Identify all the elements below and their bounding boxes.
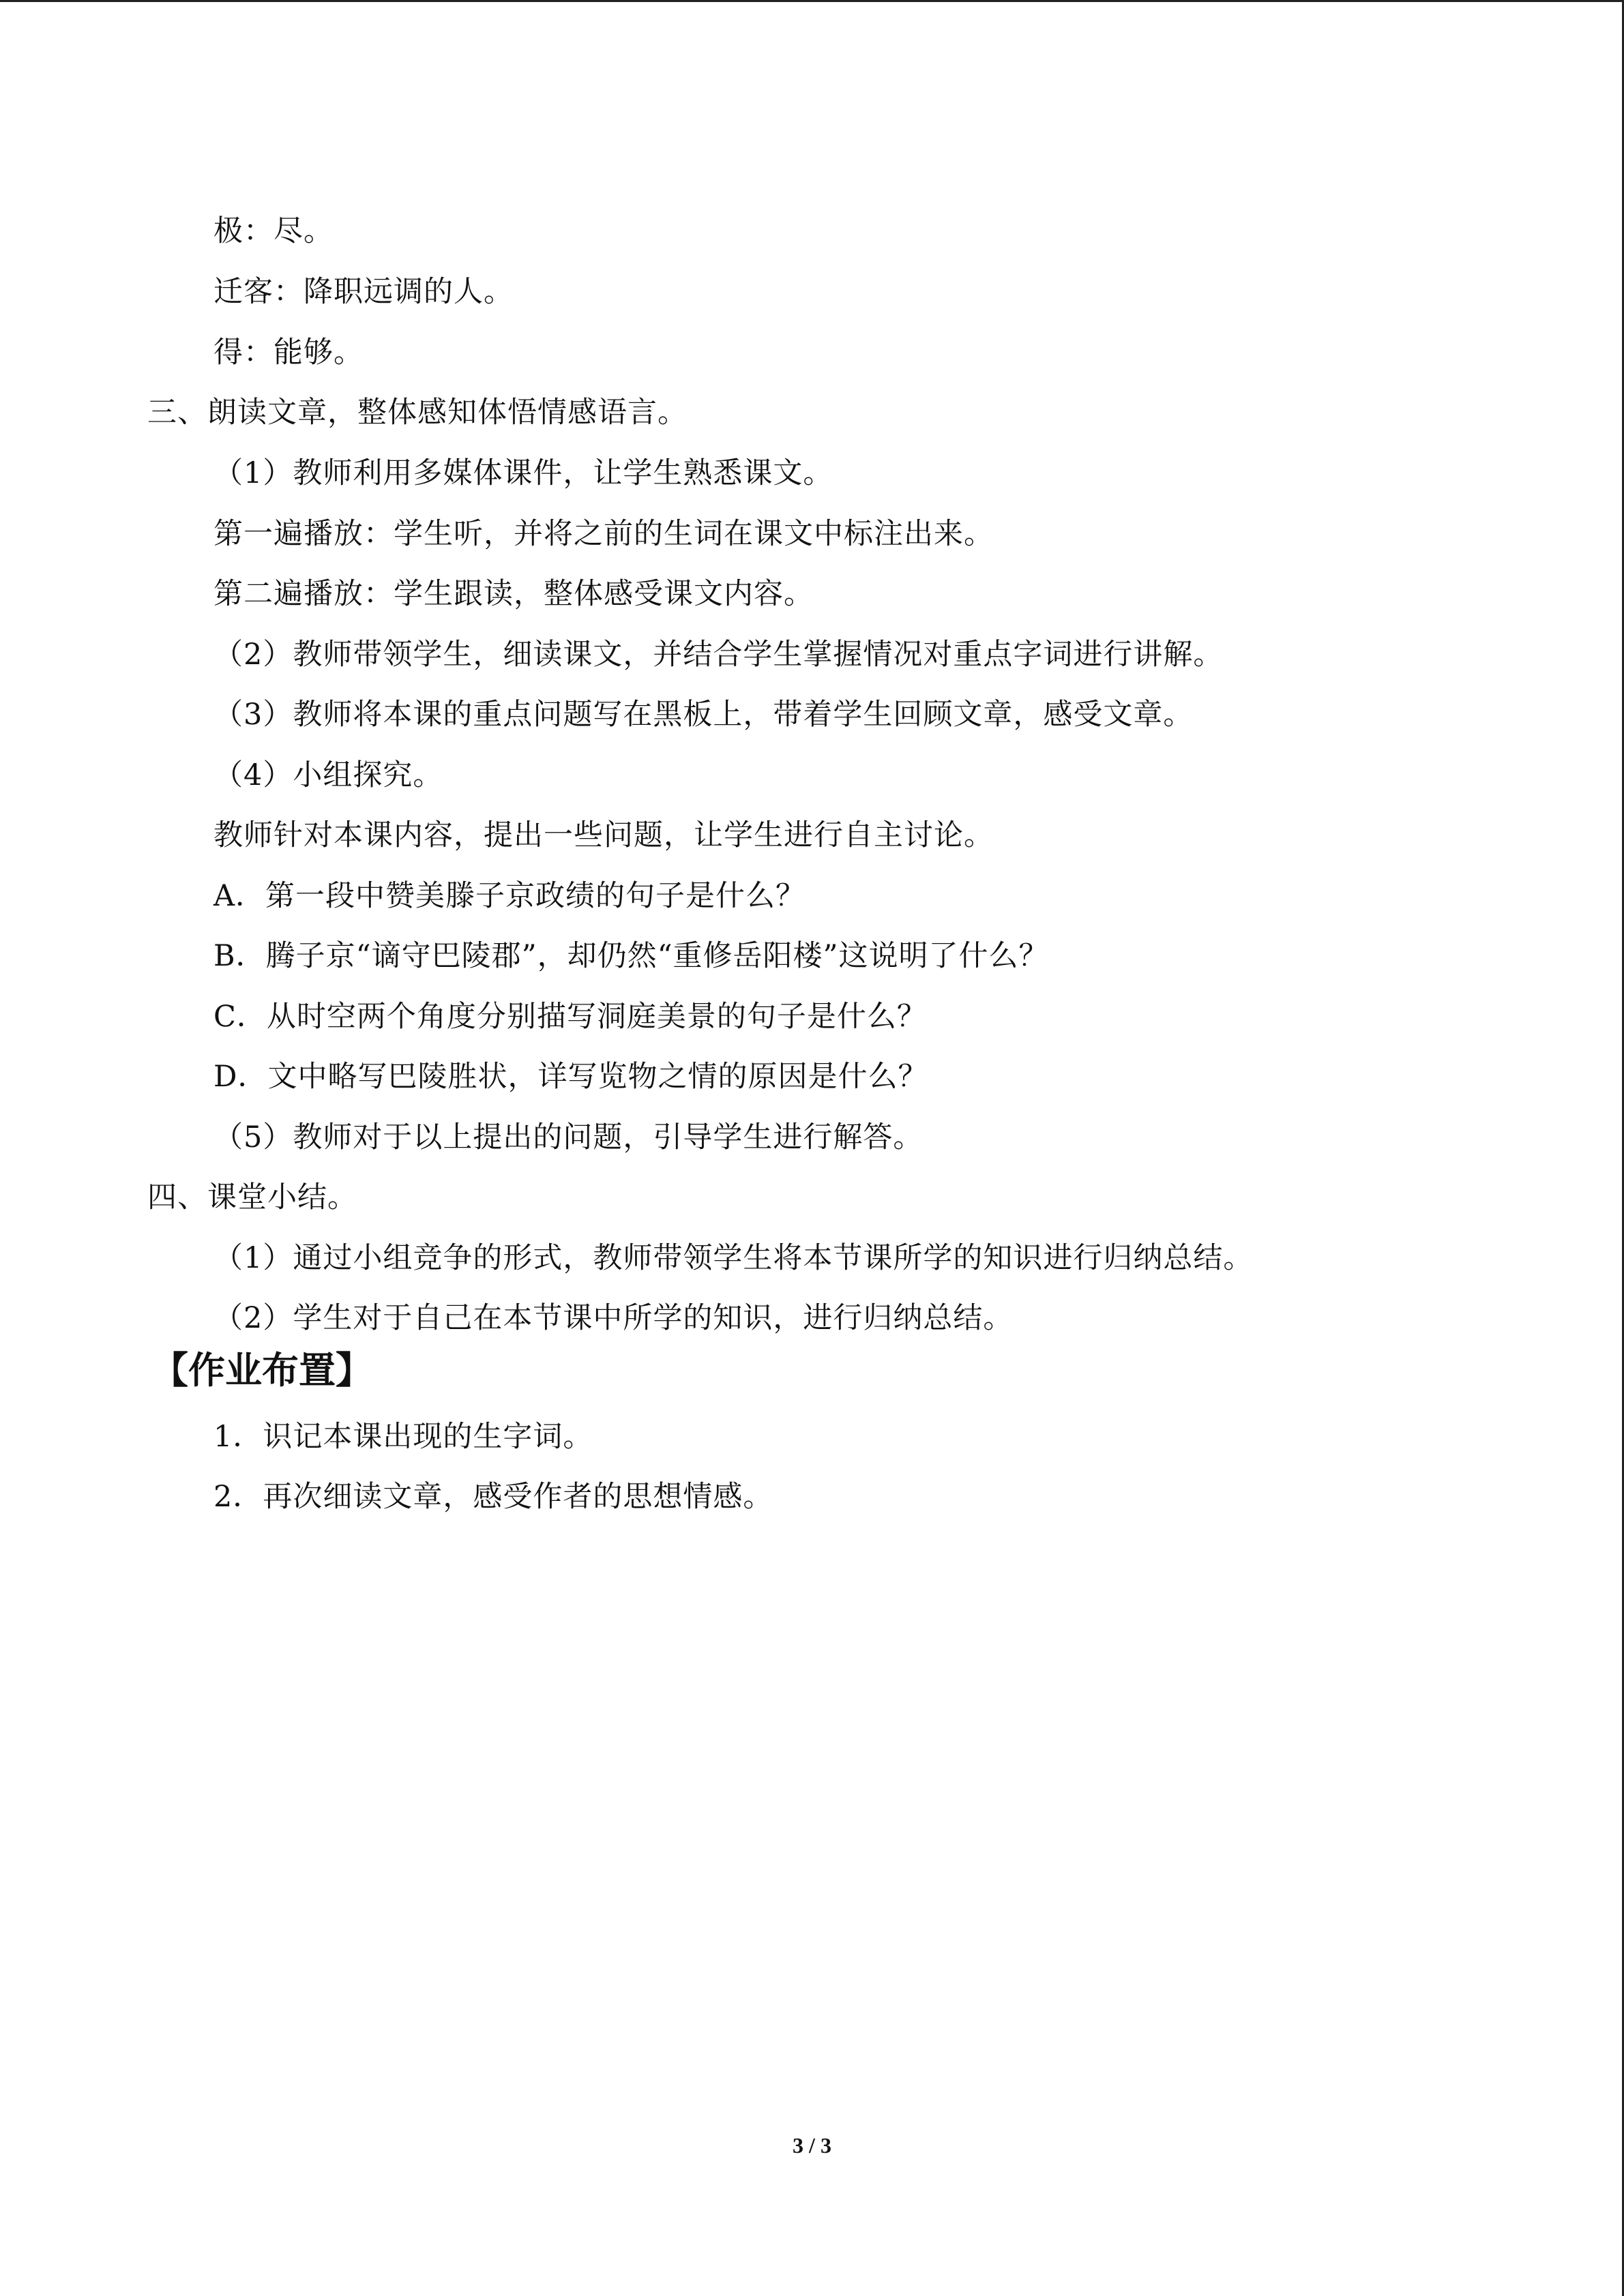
question-b: B．腾子京“谪守巴陵郡”，却仍然“重修岳阳楼”这说明了什么？: [213, 939, 1049, 973]
summary-2: （2）学生对于自己在本节课中所学的知识，进行归纳总结。: [213, 1301, 1014, 1335]
step-3: （3）教师将本课的重点问题写在黑板上，带着学生回顾文章，感受文章。: [213, 698, 1194, 732]
step-2: （2）教师带领学生，细读课文，并结合学生掌握情况对重点字词进行讲解。: [213, 638, 1224, 672]
page-number: 3 / 3: [793, 2133, 831, 2158]
question-a: A．第一段中赞美滕子京政绩的句子是什么？: [213, 879, 806, 913]
second-playback: 第二遍播放：学生跟读，整体感受课文内容。: [213, 577, 814, 611]
summary-1: （1）通过小组竞争的形式，教师带领学生将本节课所学的知识进行归纳总结。: [213, 1241, 1254, 1275]
homework-item-1: 1．识记本课出现的生字词。: [213, 1420, 593, 1454]
homework-heading: 【作业布置】: [151, 1349, 372, 1392]
top-border-rule: [0, 0, 1624, 2]
section-heading-four: 四、课堂小结。: [147, 1180, 357, 1214]
first-playback: 第一遍播放：学生听，并将之前的生词在课文中标注出来。: [213, 517, 994, 551]
discussion-intro: 教师针对本课内容，提出一些问题，让学生进行自主讨论。: [213, 818, 994, 852]
question-d: D．文中略写巴陵胜状，详写览物之情的原因是什么？: [213, 1060, 928, 1094]
definition-qianke: 迁客：降职远调的人。: [213, 275, 514, 309]
step-5: （5）教师对于以上提出的问题，引导学生进行解答。: [213, 1120, 924, 1154]
step-4: （4）小组探究。: [213, 758, 443, 792]
question-c: C．从时空两个角度分别描写洞庭美景的句子是什么？: [213, 1000, 927, 1034]
step-1: （1）教师利用多媒体课件，让学生熟悉课文。: [213, 456, 833, 490]
homework-item-2: 2．再次细读文章，感受作者的思想情感。: [213, 1480, 773, 1514]
definition-de: 得：能够。: [213, 336, 364, 370]
section-heading-three: 三、朗读文章，整体感知体悟情感语言。: [147, 396, 688, 430]
definition-ji: 极：尽。: [213, 214, 334, 248]
